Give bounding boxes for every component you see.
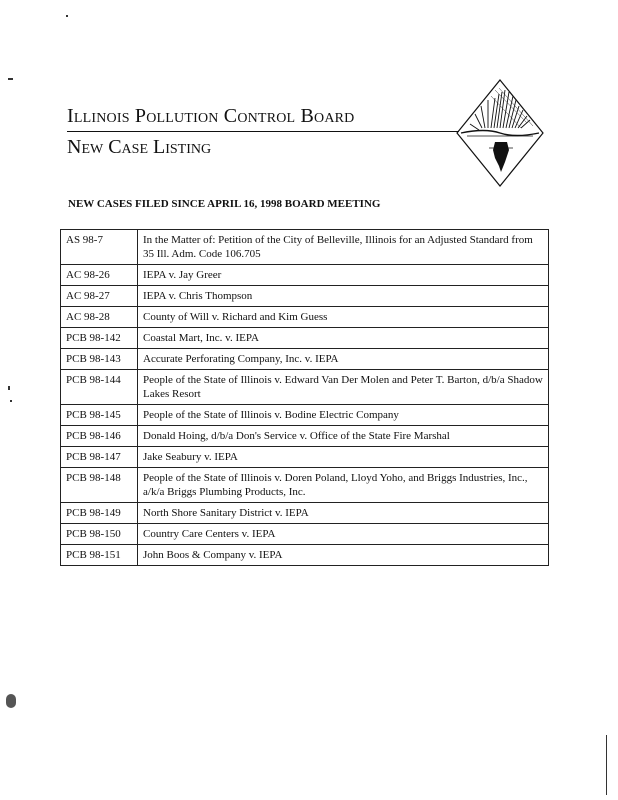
case-number: AS 98-7 [61, 230, 138, 265]
table-row [61, 405, 549, 426]
table-row [61, 545, 549, 566]
case-number: AC 98-27 [61, 286, 138, 307]
scan-speck [8, 386, 10, 390]
table-row [61, 286, 549, 307]
table-row [61, 265, 549, 286]
board-name: Illinois Pollution Control Board [67, 105, 355, 127]
case-number: AC 98-26 [61, 265, 138, 286]
case-title: John Boos & Company v. IEPA [138, 545, 549, 566]
scan-speck [66, 15, 68, 17]
table-row [61, 307, 549, 328]
case-table [60, 229, 549, 566]
header-rule [67, 131, 459, 132]
table-row [61, 328, 549, 349]
case-number: PCB 98-143 [61, 349, 138, 370]
ipcb-seal-icon [455, 78, 545, 188]
case-number: PCB 98-151 [61, 545, 138, 566]
scan-speck [6, 694, 16, 708]
case-title: IEPA v. Chris Thompson [138, 286, 549, 307]
table-row [61, 468, 549, 503]
scan-speck [606, 735, 607, 795]
table-row [61, 503, 549, 524]
case-title: Country Care Centers v. IEPA [138, 524, 549, 545]
case-number: PCB 98-145 [61, 405, 138, 426]
table-row [61, 426, 549, 447]
case-title: Accurate Perforating Company, Inc. v. IEPA [138, 349, 549, 370]
scan-speck [8, 78, 13, 80]
table-row [61, 349, 549, 370]
case-title: Donald Hoing, d/b/a Don's Service v. Office of the State Fire Marshal [138, 426, 549, 447]
case-number: PCB 98-147 [61, 447, 138, 468]
case-number: PCB 98-146 [61, 426, 138, 447]
page-title: New Case Listing [67, 136, 212, 158]
case-title: Jake Seabury v. IEPA [138, 447, 549, 468]
case-title: Coastal Mart, Inc. v. IEPA [138, 328, 549, 349]
case-number: PCB 98-150 [61, 524, 138, 545]
table-row [61, 524, 549, 545]
section-heading: NEW CASES FILED SINCE APRIL 16, 1998 BOARD MEETING [68, 198, 381, 210]
case-title: People of the State of Illinois v. Edward Van Der Molen and Peter T. Barton, d/b/a Shadow Lakes Resort [138, 370, 549, 405]
case-title: People of the State of Illinois v. Bodine Electric Company [138, 405, 549, 426]
scan-speck [10, 400, 12, 402]
case-number: PCB 98-148 [61, 468, 138, 503]
case-number: PCB 98-144 [61, 370, 138, 405]
case-title: IEPA v. Jay Greer [138, 265, 549, 286]
table-row [61, 230, 549, 265]
case-number: PCB 98-149 [61, 503, 138, 524]
case-number: AC 98-28 [61, 307, 138, 328]
header [67, 104, 355, 128]
case-number: PCB 98-142 [61, 328, 138, 349]
table-row [61, 447, 549, 468]
case-title: People of the State of Illinois v. Doren Poland, Lloyd Yoho, and Briggs Industries, Inc., a/k/a Briggs Plumbing Products, Inc. [138, 468, 549, 503]
case-title: County of Will v. Richard and Kim Guess [138, 307, 549, 328]
case-title: North Shore Sanitary District v. IEPA [138, 503, 549, 524]
table-row [61, 370, 549, 405]
case-title: In the Matter of: Petition of the City of Belleville, Illinois for an Adjusted Standard from 35 Ill. Adm. Code 106.705 [138, 230, 549, 265]
